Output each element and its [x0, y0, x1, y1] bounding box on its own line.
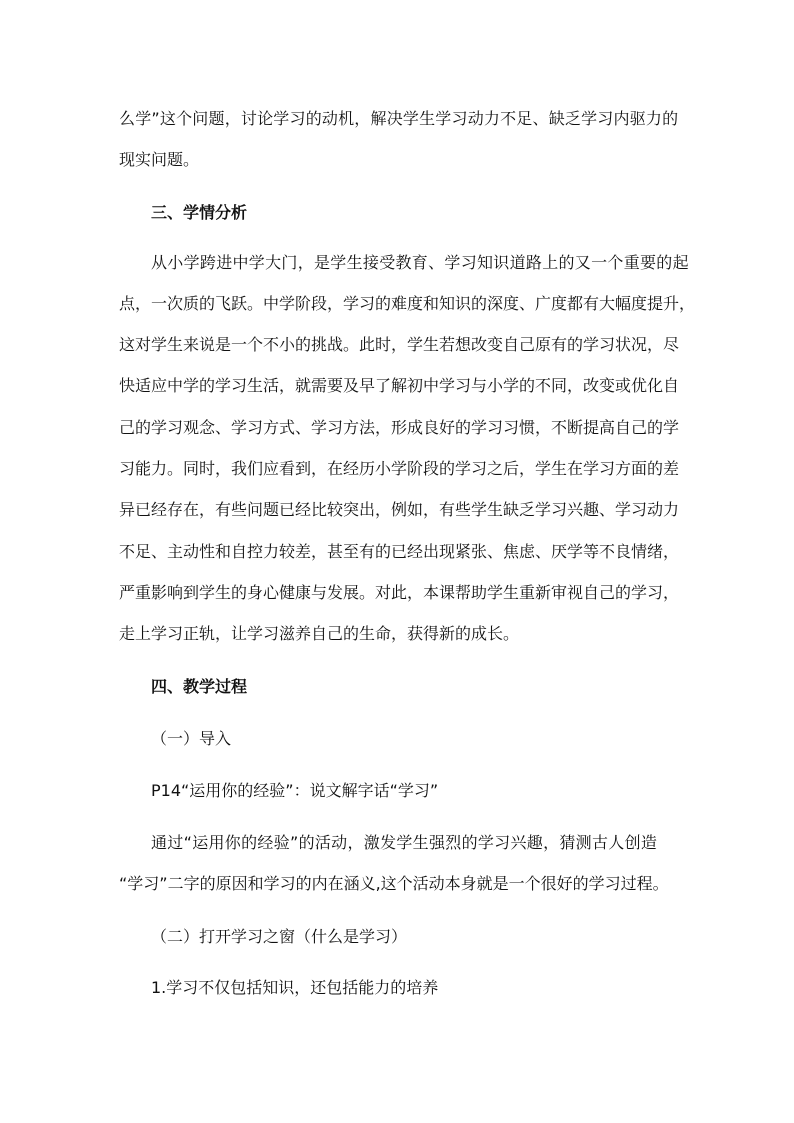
subsection-1-heading: （一）导入 — [151, 729, 232, 748]
section-3-line-9: 严重影响到学生的身心健康与发展。对此，本课帮助学生重新审视自己的学习， — [119, 583, 680, 602]
section-3-line-4: 快适应中学的学习生活，就需要及早了解初中学习与小学的不同，改变或优化自 — [119, 376, 680, 395]
p14-line: P14“运用你的经验”：说文解字话“学习” — [151, 781, 439, 800]
section-4-heading: 四、教学过程 — [151, 677, 248, 696]
intro-line-1: 么学”这个问题，讨论学习的动机，解决学生学习动力不足、缺乏学习内驱力的 — [119, 109, 679, 128]
section-3-heading: 三、学情分析 — [151, 203, 248, 222]
point-1: 1.学习不仅包括知识，还包括能力的培养 — [151, 978, 439, 997]
section-3-line-7: 异已经存在，有些问题已经比较突出，例如，有些学生缺乏学习兴趣、学习动力 — [119, 500, 680, 519]
section-3-line-6: 习能力。同时，我们应看到，在经历小学阶段的学习之后，学生在学习方面的差 — [119, 459, 680, 478]
section-3-line-1: 从小学跨进中学大门，是学生接受教育、学习知识道路上的又一个重要的起 — [151, 253, 689, 272]
section-3-line-8: 不足、主动性和自控力较差，甚至有的已经出现紧张、焦虑、厌学等不良情绪， — [119, 542, 680, 561]
intro-line-2: 现实问题。 — [119, 150, 200, 169]
section-3-line-5: 己的学习观念、学习方式、学习方法，形成良好的学习习惯，不断提高自己的学 — [119, 418, 680, 437]
section-3-line-10: 走上学习正轨，让学习滋养自己的生命，获得新的成长。 — [119, 624, 520, 643]
section-3-line-2: 点，一次质的飞跃。中学阶段，学习的难度和知识的深度、广度都有大幅度提升， — [119, 294, 696, 313]
subsection-2-heading: （二）打开学习之窗（什么是学习） — [151, 927, 408, 946]
subsection-1-line-1: 通过“运用你的经验”的活动，激发学生强烈的学习兴趣，猜测古人创造 — [151, 833, 658, 852]
section-3-line-3: 这对学生来说是一个不小的挑战。此时，学生若想改变自己原有的学习状况，尽 — [119, 335, 680, 354]
subsection-1-line-2: “学习”二字的原因和学习的内在涵义,这个活动本身就是一个很好的学习过程。 — [119, 874, 669, 893]
